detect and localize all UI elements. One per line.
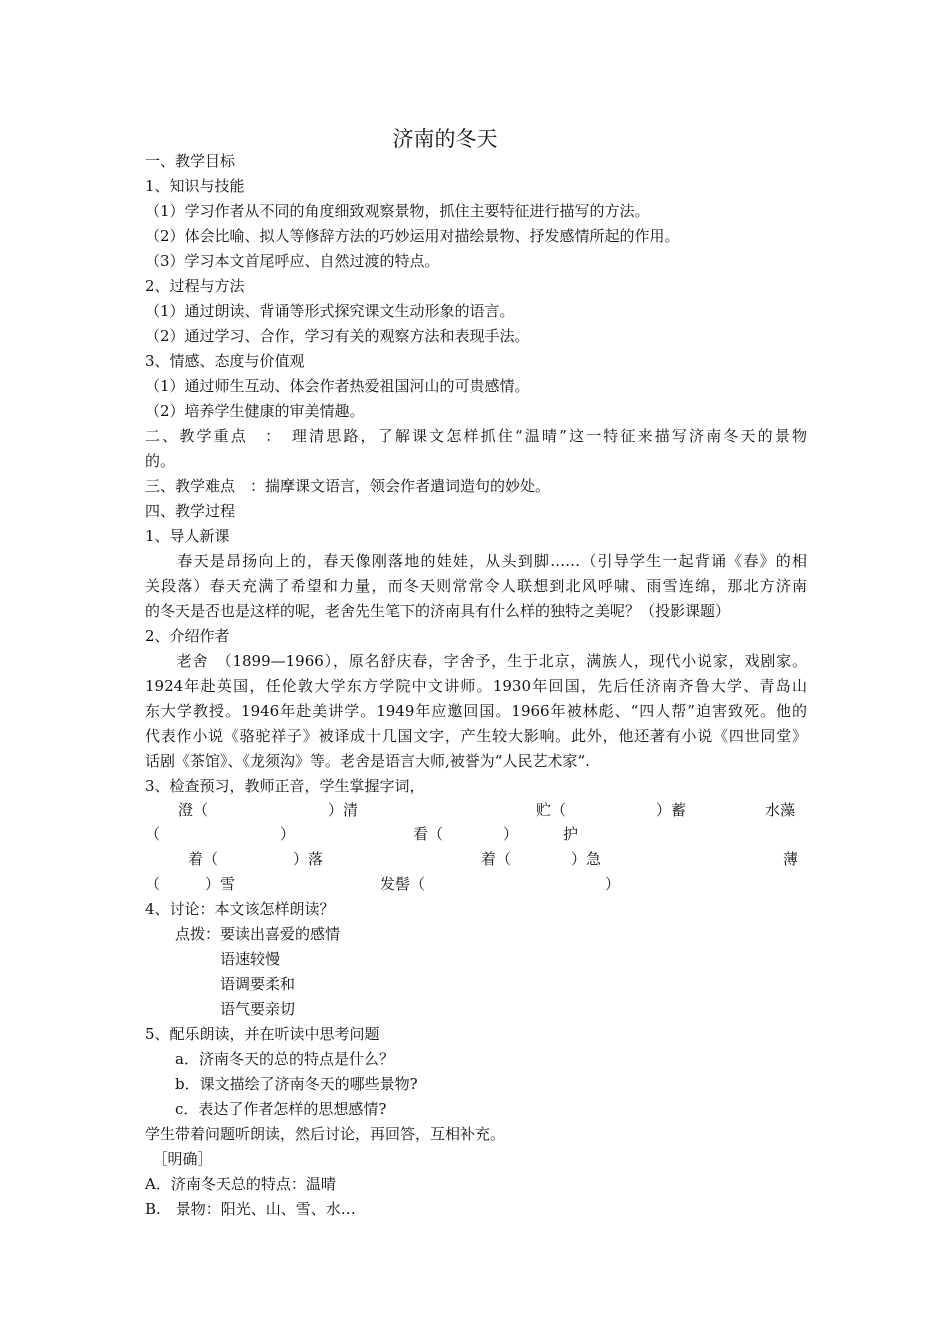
list-item: （2）通过学习、合作，学习有关的观察方法和表现手法。 [145,327,530,345]
paragraph-line: 的冬天是否也是这样的呢，老舍先生笔下的济南具有什么样的独特之美呢？（投影课题） [145,602,731,620]
vocab-item: 水藻 [765,801,796,819]
reading-tip: 语速较慢 [145,950,281,968]
subsection-heading: 2、过程与方法 [145,277,245,295]
question-item: b．课文描绘了济南冬天的哪些景物? [145,1075,418,1093]
subsection-heading: 3、情感、态度与价值观 [145,352,305,370]
section-heading: 四、教学过程 [145,502,236,520]
vocab-item: 薄 [783,850,799,868]
reading-tip: 语调要柔和 [145,975,296,993]
answer-item: B. 景物：阳光、山、雪、水… [145,1200,356,1218]
paragraph-line: 话剧《茶馆》、《龙须沟》等。老舍是语言大师,被誉为“人民艺术家“. [145,752,590,770]
document-title: 济南的冬天 [392,127,498,151]
reading-tip: 点拨：要读出喜爱的感情 [145,925,341,943]
vocab-item: 看（ ） [413,825,519,843]
key-point-text-end: 的。 [145,452,176,470]
subsection-heading: 3、检查预习，教师正音，学生掌握字词， [145,777,425,795]
vocab-item: 发髻（ ） [380,875,621,893]
paragraph-line: 春天是昂扬向上的，春天像刚落地的娃娃，从头到脚……（引导学生一起背诵《春》的相 [145,552,807,570]
vocab-item: （ ）雪 [145,875,236,893]
key-point-text: 二、教学重点 ： 理清思路，了解课文怎样抓住“温晴”这一特征来描写济南冬天的景物 [145,427,807,445]
question-item: c．表达了作者怎样的思想感情? [145,1100,387,1118]
list-item: （1）通过师生互动、体会作者热爱祖国河山的可贵感情。 [145,377,530,395]
difficulty-text: 三、教学难点 ：揣摩课文语言，领会作者遣词造句的妙处。 [145,477,551,495]
list-item: （1）学习作者从不同的角度细致观察景物，抓住主要特征进行描写的方法。 [145,202,650,220]
vocab-item: 澄（ ）清 [178,801,359,819]
list-item: （1）通过朗读、背诵等形式探究课文生动形象的语言。 [145,302,515,320]
vocab-item: （ ） [145,825,296,843]
vocab-item: 护 [563,825,579,843]
list-item: （2）培养学生健康的审美情趣。 [145,402,365,420]
section-heading: 一、教学目标 [145,152,236,170]
paragraph-line: 代表作小说《骆驼祥子》被译成十几国文字，产生较大影响。此外，他还著有小说《四世同堂》 [145,727,807,745]
paragraph-line: 学生带着问题听朗读，然后讨论，再回答，互相补充。 [145,1125,506,1143]
answer-item: A．济南冬天总的特点：温晴 [145,1175,336,1193]
reading-tip: 语气要亲切 [145,1000,296,1018]
subsection-heading: 5、配乐朗读，并在听读中思考问题 [145,1025,380,1043]
vocab-item: 着（ ）落 [188,850,324,868]
question-item: a．济南冬天的总的特点是什么？ [145,1050,394,1068]
paragraph-line: 1924年赴英国，任伦敦大学东方学院中文讲师。1930年回国，先后任济南齐鲁大学、青岛山 [145,677,807,695]
list-item: （2）体会比喻、拟人等修辞方法的巧妙运用对描绘景物、抒发感情所起的作用。 [145,227,680,245]
subsection-heading: 1、知识与技能 [145,177,245,195]
clarify-label: ［明确］ [145,1150,213,1168]
paragraph-line: 东大学教授。1946年赴美讲学。1949年应邀回国。1966年被林彪、“四人帮”迫害致死。他的 [145,702,807,720]
paragraph-line: 老舍 （1899—1966），原名舒庆春，字舍予，生于北京，满族人，现代小说家，戏剧家。 [145,652,807,670]
vocab-item: 贮（ ）蓄 [536,801,687,819]
subsection-heading: 4、讨论：本文该怎样朗读？ [145,900,335,918]
list-item: （3）学习本文首尾呼应、自然过渡的特点。 [145,252,440,270]
subsection-heading: 1、导人新课 [145,527,230,545]
paragraph-line: 关段落）春天充满了希望和力量，而冬天则常常令人联想到北风呼啸、雨雪连绵，那北方济南 [145,577,807,595]
vocab-item: 着（ ）急 [481,850,602,868]
subsection-heading: 2、介绍作者 [145,627,230,645]
